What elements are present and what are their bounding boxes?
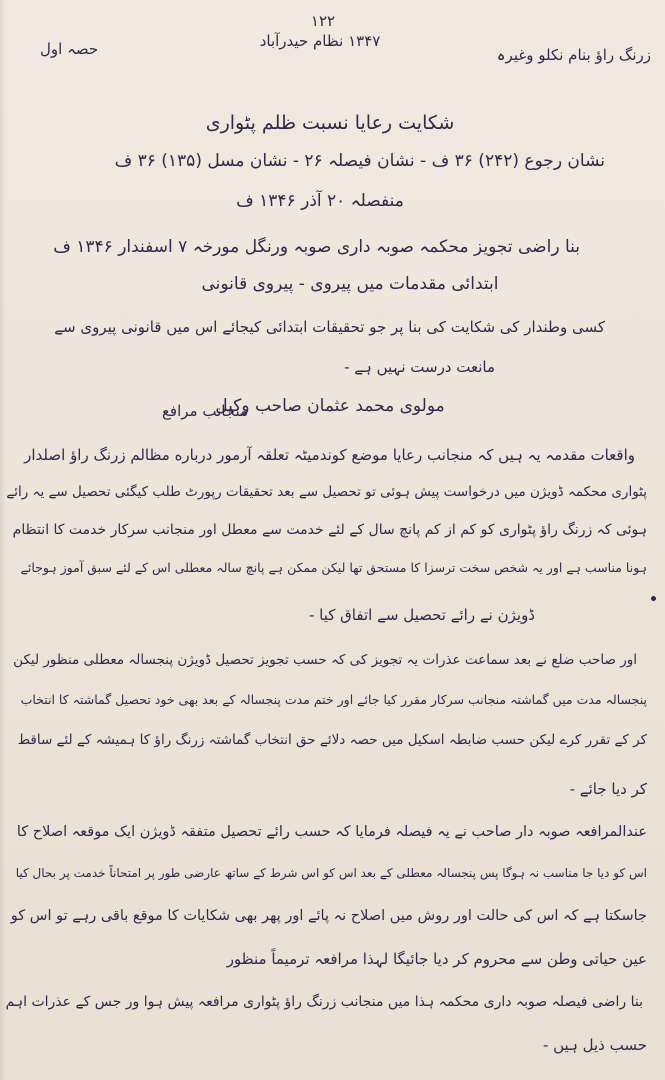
body-line-6: اور صاحب ضلع نے بعد سماعت عذرات یہ تجویز کی کہ حسب تجویز تحصیل ڈویژن پنجسالہ معطلی منظور لیکن xyxy=(13,652,637,668)
summary-line: بنا راضی تجویز محکمہ صوبہ داری صوبہ ورنگل مورخہ ۷ اسفندار ۱۳۴۶ ف xyxy=(53,237,580,257)
body-line-11: اس کو دیا جا مناسب نہ ہوگا پس پنجسالہ معطلی کے بعد اس کو اس شرط کے ساتھ عارضی طور پر امتحاناً خدمت پر بحال کیا xyxy=(15,866,647,880)
body-line-15: حسب ذیل ہیں - xyxy=(542,1036,647,1054)
body-line-5: ڈویژن نے رائے تحصیل سے اتفاق کیا - xyxy=(308,606,535,624)
page-number: ۱۲۲ xyxy=(310,12,336,30)
page-edge-shadow xyxy=(0,0,6,1080)
procedure-line: ابتدائی مقدمات میں پیروی - پیروی قانونی xyxy=(201,274,499,294)
header-center: ۱۳۴۷ نظام حیدرآباد xyxy=(259,32,381,50)
body-line-10: عندالمرافعہ صوبہ دار صاحب نے یہ فیصلہ فرمایا کہ حسب رائے تحصیل متفقہ ڈویژن ایک موقعہ اصلاح کا xyxy=(16,824,647,840)
header-right: زرنگ راؤ بنام نکلو وغیرہ xyxy=(496,46,651,64)
header-left: حصہ اول xyxy=(40,40,99,58)
body-line-3: ہوئی کہ زرنگ راؤ پٹواری کو کم از کم پانچ سال کے لئے خدمت سے معطل اور منجانب سرکار خدمت کا انتظام xyxy=(12,522,647,538)
decision-date: منفصلہ ۲۰ آذر ۱۳۴۶ ف xyxy=(236,191,404,211)
case-title: شکایت رعایا نسبت ظلم پٹواری xyxy=(205,112,455,134)
ruling-line-2: مانعت درست نہیں ہے - xyxy=(344,358,495,376)
body-line-14: بنا راضی فیصلہ صوبہ داری محکمہ ہذا میں منجانب زرنگ راؤ پٹواری مرافعہ پیش ہوا ور جس کے عذرات اہم xyxy=(5,994,643,1010)
body-line-12: جاسکتا ہے کہ اس کی حالت اور روش میں اصلاح نہ پائے اور پھر بھی شکایات کا موقع باقی رہے تو اس کو xyxy=(10,908,647,924)
counsel-side: منجانب مرافع xyxy=(161,402,249,420)
body-line-7: پنجسالہ مدت میں گماشتہ منجانب سرکار مقرر کیا جائے اور ختم مدت پنجسالہ کے بعد بھی خود تحصیل گماشتہ کا انتخاب xyxy=(20,692,647,707)
body-line-4: ہونا مناسب ہے اور یہ شخص سخت ترسزا کا مستحق تھا لیکن ممکن ہے پانچ سالہ معطلی اس کے لئے سبق آموز ہوجائے xyxy=(20,560,647,575)
ruling-line-1: کسی وطندار کی شکایت کی بنا پر جو تحقیقات ابتدائی کیجائے اس میں قانونی پیروی سے xyxy=(54,318,605,336)
case-references: نشان رجوع (۲۴۲) ۳۶ ف - نشان فیصلہ ۲۶ - نشان مسل (۱۳۵) ۳۶ ف xyxy=(114,151,605,171)
counsel-name: مولوی محمد عثمان صاحب وکیل xyxy=(215,396,445,416)
body-line-8: کر کے تقرر کرے لیکن حسب ضابطہ اسکیل میں حصہ دلائے حق انتخاب گماشتہ زرنگ راؤ کا ہمیشہ کے لئے ساقط xyxy=(17,732,647,748)
body-line-2: پٹواری محکمہ ڈویژن میں درخواست پیش ہوئی تو تحصیل سے بعد تحقیقات رپورٹ طلب کیگئی تحصیل سے یہ رائے xyxy=(6,484,647,500)
body-line-13: عین حیاتی وطن سے محروم کر دیا جائیگا لہذا مرافعہ ترمیماً منظور xyxy=(226,950,647,968)
body-line-1: واقعات مقدمہ یہ ہیں کہ منجانب رعایا موضع کوندمیٹہ تعلقہ آرمور درباره مظالم زرنگ راؤ اصلدار xyxy=(24,446,635,464)
margin-dot xyxy=(651,596,656,601)
body-line-9: کر دیا جائے - xyxy=(569,780,647,798)
